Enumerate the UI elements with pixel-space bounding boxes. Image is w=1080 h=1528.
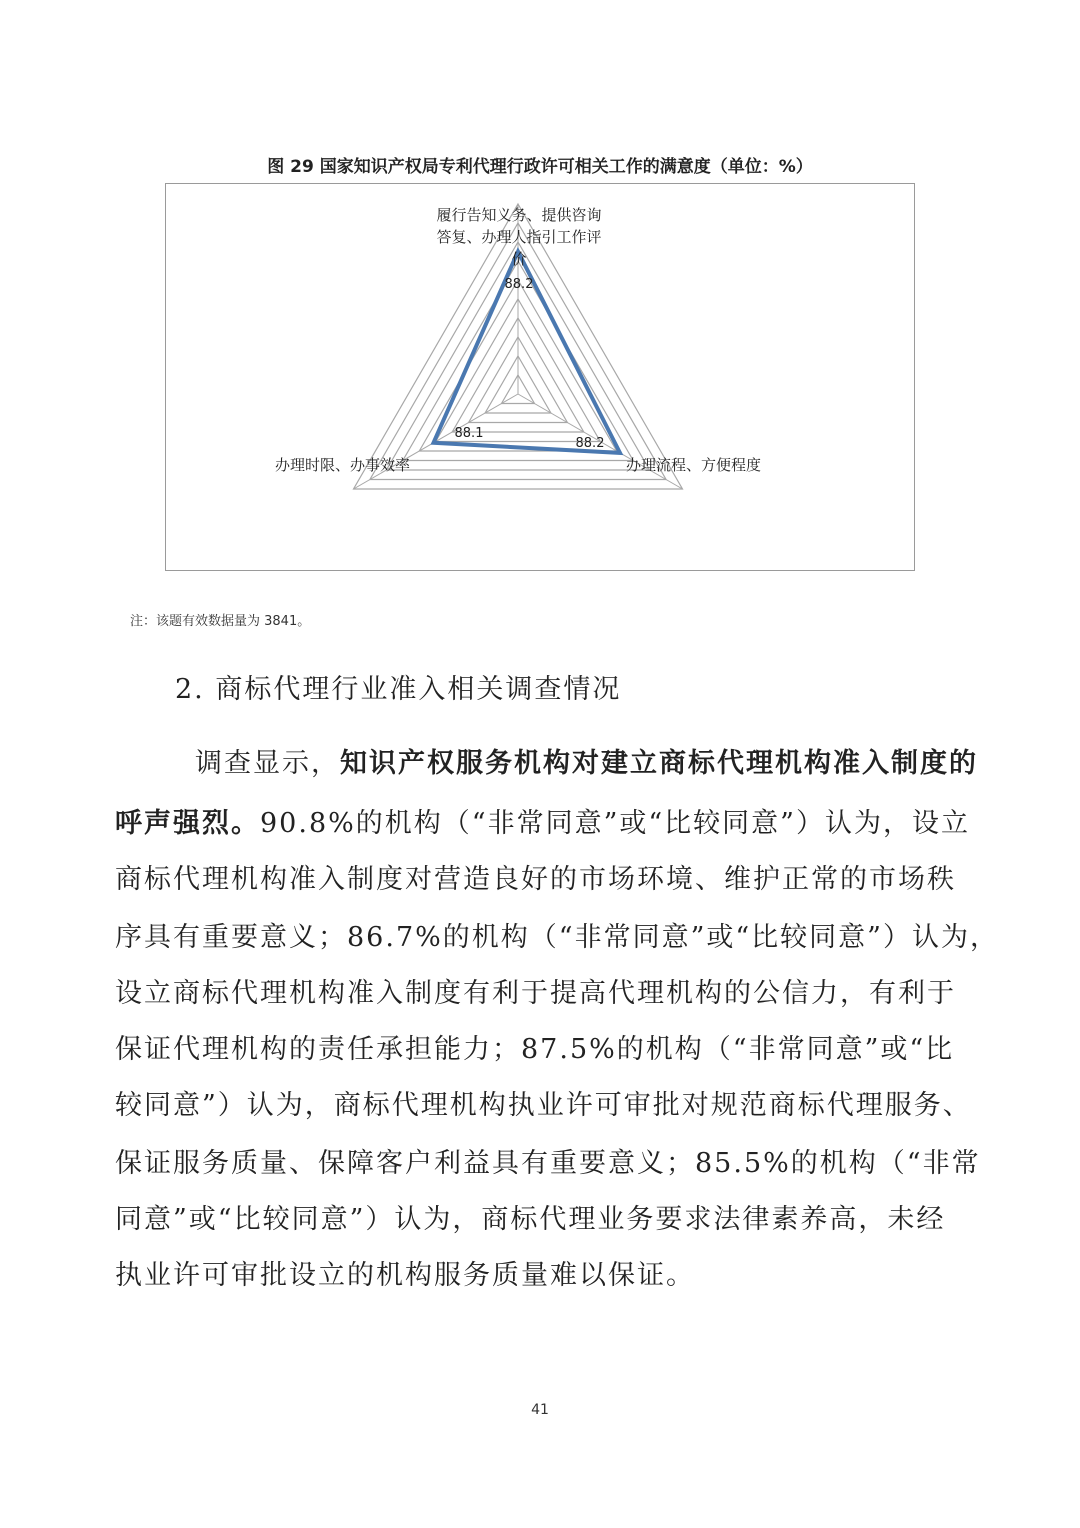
axis-label-right: 办理流程、方便程度	[626, 456, 762, 474]
axis-label-top: 答复、办理人指引工作评	[436, 228, 602, 246]
paragraph-emphasis-2: 呼声强烈。	[115, 808, 260, 839]
paragraph-line: 较同意”）认为，商标代理机构执业许可审批对规范商标代理服务、	[115, 1090, 972, 1121]
figure-title: 图 29 国家知识产权局专利代理行政许可相关工作的满意度（单位：%）	[267, 157, 813, 177]
paragraph-line-2	[115, 808, 970, 839]
value-label-top: 88.2	[504, 277, 534, 292]
paragraph-line: 保证服务质量、保障客户利益具有重要意义；85.5%的机构（“非常	[115, 1148, 981, 1179]
radar-chart	[165, 183, 915, 571]
radar-chart-svg	[166, 184, 916, 572]
paragraph-line: 执业许可审批设立的机构服务质量难以保证。	[115, 1260, 695, 1291]
section-heading: 2. 商标代理行业准入相关调查情况	[175, 674, 622, 705]
paragraph-lead: 调查显示，	[195, 748, 340, 779]
paragraph-line: 商标代理机构准入制度对营造良好的市场环境、维护正常的市场秩	[115, 864, 956, 895]
paragraph-line: 保证代理机构的责任承担能力；87.5%的机构（“非常同意”或“比	[115, 1034, 955, 1065]
figure-note: 注：该题有效数据量为 3841。	[130, 614, 311, 629]
paragraph-emphasis-1: 知识产权服务机构对建立商标代理机构准入制度的	[340, 748, 978, 779]
axis-label-top: 价	[511, 250, 527, 268]
value-label-left: 88.1	[454, 426, 484, 441]
paragraph-line: 同意”或“比较同意”）认为，商标代理业务要求法律素养高，未经	[115, 1204, 946, 1235]
paragraph-line: 序具有重要意义；86.7%的机构（“非常同意”或“比较同意”）认为，	[115, 922, 999, 953]
axis-label-top: 履行告知义务、提供咨询	[436, 206, 602, 224]
paragraph-line: 设立商标代理机构准入制度有利于提高代理机构的公信力，有利于	[115, 978, 956, 1009]
paragraph-line-1	[115, 748, 978, 779]
page-number: 41	[531, 1402, 549, 1418]
value-label-right: 88.2	[575, 436, 605, 451]
axis-label-left: 办理时限、办事效率	[274, 456, 410, 474]
paragraph-line-2-text: 90.8%的机构（“非常同意”或“比较同意”）认为，设立	[260, 808, 970, 839]
